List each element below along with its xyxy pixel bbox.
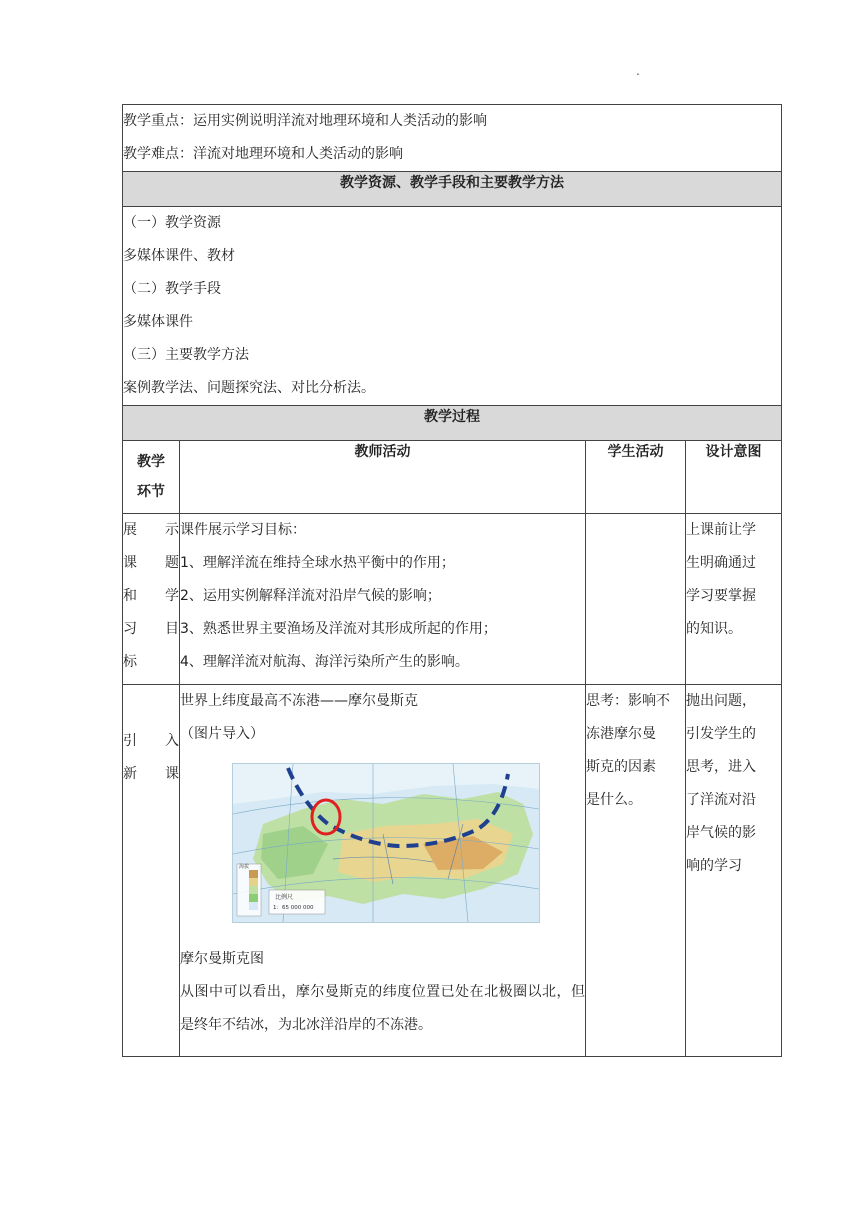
goal-line: 4、理解洋流对航海、海洋污染所产生的影响。 (180, 654, 469, 670)
corner-mark: . (636, 64, 640, 78)
resources-line: 案例教学法、问题探究法、对比分析法。 (123, 380, 375, 396)
intent-line: 生明确通过 (686, 555, 756, 571)
process-title: 教学过程 (123, 406, 782, 441)
map-legend-title: 海拔 (239, 864, 250, 870)
goal-line: 2、运用实例解释洋流对沿岸气候的影响； (180, 588, 441, 604)
map-caption: 摩尔曼斯克图 (180, 951, 264, 967)
col-intent-header: 设计意图 (686, 441, 782, 514)
teaching-difficulty: 教学难点：洋流对地理环境和人类活动的影响 (123, 146, 403, 162)
process-header-row (123, 406, 782, 441)
intro-row (123, 685, 782, 1057)
student-line: 是什么。 (586, 792, 642, 808)
resources-header-row (123, 172, 782, 207)
goal-line: 1、理解洋流在维持全球水热平衡中的作用； (180, 555, 455, 571)
resources-line: 多媒体课件 (123, 314, 193, 330)
stage-text: 展示 (123, 522, 179, 538)
focus-row (123, 105, 782, 172)
intent-line: 的知识。 (686, 621, 742, 637)
intent-line: 引发学生的 (686, 726, 756, 742)
student-line: 斯克的因素 (586, 759, 656, 775)
intent-line: 思考，进入 (686, 759, 756, 775)
goal-line: 课件展示学习目标： (180, 522, 306, 538)
resources-line: （三）主要教学方法 (123, 347, 249, 363)
goals-row (123, 514, 782, 685)
resources-line: （一）教学资源 (123, 215, 221, 231)
intro-stage (123, 685, 180, 1057)
column-header-row (123, 441, 782, 514)
student-line: 思考：影响不 (586, 693, 670, 709)
resources-line: （二）教学手段 (123, 281, 221, 297)
goals-intent (686, 514, 782, 685)
intent-line: 抛出问题， (686, 693, 756, 709)
intro-teacher (180, 685, 586, 1057)
resources-row (123, 207, 782, 406)
teaching-focus: 教学重点：运用实例说明洋流对地理环境和人类活动的影响 (123, 113, 487, 129)
stage-text: 新课 (123, 766, 179, 782)
intro-student (586, 685, 686, 1057)
col-stage-line2: 环节 (137, 484, 165, 500)
intent-line: 了洋流对沿 (686, 792, 756, 808)
intent-line: 学习要掌握 (686, 588, 756, 604)
stage-text: 和学 (123, 588, 179, 604)
stage-text: 标 (123, 654, 137, 670)
student-line: 冻港摩尔曼 (586, 726, 656, 742)
col-teacher-header: 教师活动 (180, 441, 586, 514)
goals-stage (123, 514, 180, 685)
stage-text: 引入 (123, 733, 179, 749)
goal-line: 3、熟悉世界主要渔场及洋流对其形成所起的作用； (180, 621, 497, 637)
intent-line: 响的学习 (686, 858, 742, 874)
stage-text: 课题 (123, 555, 179, 571)
intro-intent (686, 685, 782, 1057)
intro-explanation: 从图中可以看出，摩尔曼斯克的纬度位置已处在北极圈以北，但是终年不结冰，为北冰洋沿岸的不冻港。 (180, 984, 585, 1033)
lesson-plan-table (122, 104, 782, 1057)
col-stage-header (123, 441, 180, 514)
intro-line: 世界上纬度最高不冻港——摩尔曼斯克 (180, 693, 418, 709)
intent-line: 上课前让学 (686, 522, 756, 538)
intent-line: 岸气候的影 (686, 825, 756, 841)
map-scale-label: 比例尺 (275, 894, 294, 901)
col-stage-line1: 教学 (137, 454, 165, 470)
murmansk-map (232, 763, 540, 923)
goals-teacher (180, 514, 586, 685)
resources-title: 教学资源、教学手段和主要教学方法 (123, 172, 782, 207)
goals-student (586, 514, 686, 685)
resources-line: 多媒体课件、教材 (123, 248, 235, 264)
stage-text: 习目 (123, 621, 179, 637)
map-scale-value: 1：65 000 000 (273, 905, 314, 911)
col-student-header: 学生活动 (586, 441, 686, 514)
intro-line: （图片导入） (180, 726, 264, 742)
russia-map-image (233, 764, 539, 922)
